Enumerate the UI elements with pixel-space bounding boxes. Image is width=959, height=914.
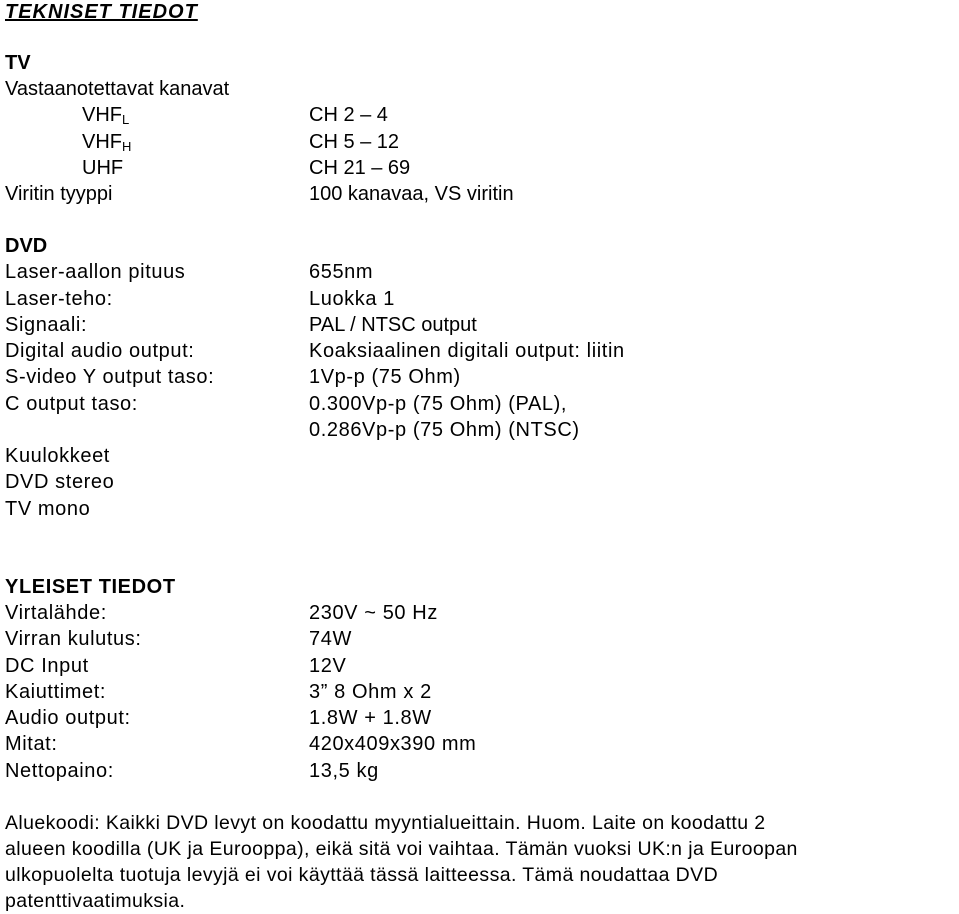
spec-label: Virtalähde: xyxy=(5,602,107,624)
uhf-band: UHF xyxy=(82,157,124,179)
vhf-h-band: $VHF_H$ xyxy=(82,131,132,154)
spec-label: Nettopaino: xyxy=(5,760,114,782)
spec-value: 13,5 kg xyxy=(309,760,379,782)
vhf-l-band: $VHF_L$ xyxy=(82,104,130,127)
region-note-line: ulkopuolelta tuotuja levyjä ei voi käyttää tässä laitteessa. Tämä noudattaa DVD xyxy=(5,864,719,886)
region-note-line: patenttivaatimuksia. xyxy=(5,890,186,912)
spec-label: C output taso: xyxy=(5,393,138,415)
tuner-label: Viritin tyyppi xyxy=(5,183,113,205)
spec-label: Digital audio output: xyxy=(5,340,195,362)
spec-value: 655nm xyxy=(309,261,374,283)
headphones-label: Kuulokkeet xyxy=(5,445,110,467)
spec-label: S-video Y output taso: xyxy=(5,366,215,388)
headphones-dvd: DVD stereo xyxy=(5,471,115,493)
region-note-line: alueen koodilla (UK ja Eurooppa), eikä sitä voi vaihtaa. Tämän vuoksi UK:n ja Euroopan xyxy=(5,838,798,860)
spec-value: PAL / NTSC output xyxy=(309,314,477,336)
spec-value: 3” 8 Ohm x 2 xyxy=(309,681,432,703)
spec-label: Kaiuttimet: xyxy=(5,681,107,703)
spec-label: Mitat: xyxy=(5,733,58,755)
spec-label: Laser-teho: xyxy=(5,288,113,310)
spec-value: 1.8W + 1.8W xyxy=(309,707,432,729)
spec-value: 0.300Vp-p (75 Ohm) (PAL), xyxy=(309,393,568,415)
tv-channels-label: Vastaanotettavat kanavat xyxy=(5,78,230,100)
tv-heading: TV xyxy=(5,52,31,74)
spec-value: 12V xyxy=(309,655,347,677)
region-note-line: Aluekoodi: Kaikki DVD levyt on koodattu myyntialueittain. Huom. Laite on koodattu 2 xyxy=(5,812,766,834)
spec-label: Laser-aallon pituus xyxy=(5,261,186,283)
spec-label: Virran kulutus: xyxy=(5,628,142,650)
dvd-heading: DVD xyxy=(5,235,48,257)
general-heading: YLEISET TIEDOT xyxy=(5,576,176,598)
page-title: TEKNISET TIEDOT xyxy=(5,1,198,23)
spec-value: Luokka 1 xyxy=(309,288,395,310)
spec-value: 74W xyxy=(309,628,352,650)
spec-label: Audio output: xyxy=(5,707,131,729)
tuner-value: 100 kanavaa, VS viritin xyxy=(309,183,514,205)
spec-label: DC Input xyxy=(5,655,89,677)
uhf-value: CH 21 – 69 xyxy=(309,157,411,179)
vhf-h-value: CH 5 – 12 xyxy=(309,131,400,153)
spec-value: 420x409x390 mm xyxy=(309,733,477,755)
spec-value: 230V ~ 50 Hz xyxy=(309,602,438,624)
spec-value: Koaksiaalinen digitali output: liitin xyxy=(309,340,625,362)
headphones-tv: TV mono xyxy=(5,498,91,520)
spec-label: Signaali: xyxy=(5,314,88,336)
vhf-l-value: CH 2 – 4 xyxy=(309,104,388,126)
spec-value: 0.286Vp-p (75 Ohm) (NTSC) xyxy=(309,419,580,441)
spec-value: 1Vp-p (75 Ohm) xyxy=(309,366,461,388)
